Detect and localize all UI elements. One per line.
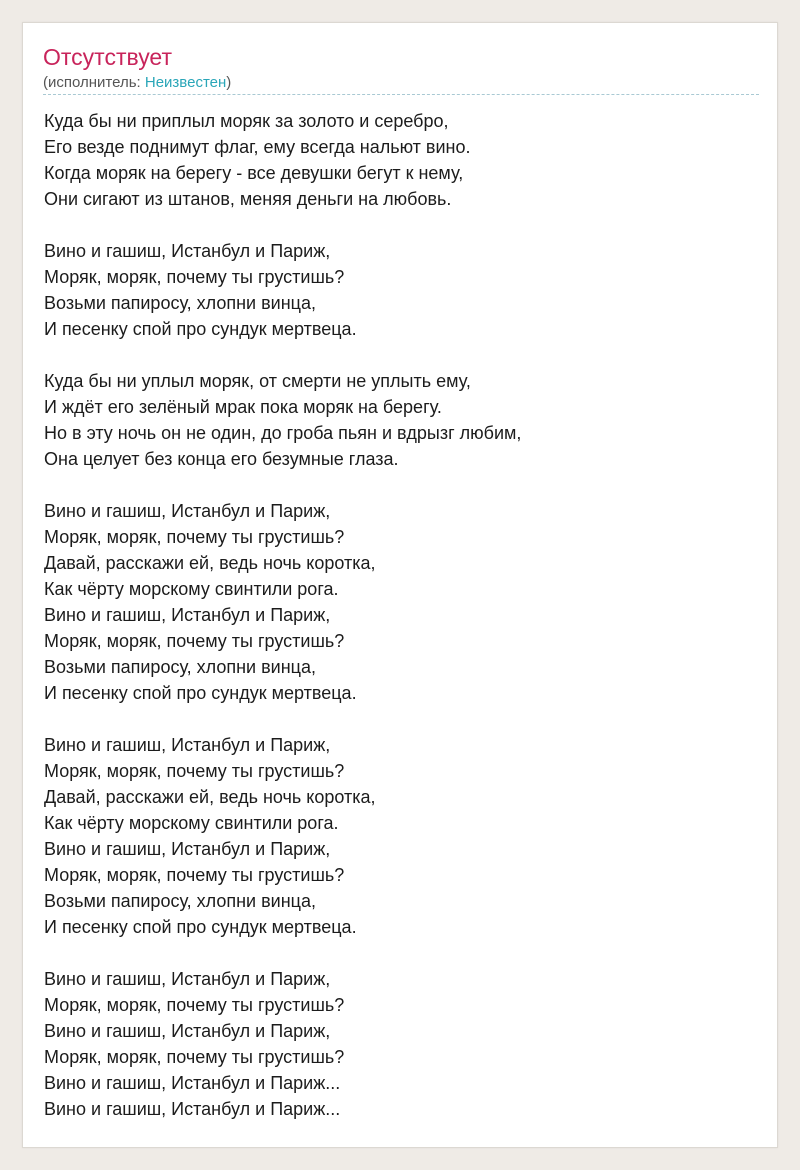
lyric-line: Давай, расскажи ей, ведь ночь коротка, <box>44 787 376 807</box>
lyric-line: Возьми папиросу, хлопни винца, <box>44 891 316 911</box>
lyric-line: Вино и гашиш, Истанбул и Париж, <box>44 605 331 625</box>
artist-line <box>43 73 759 93</box>
lyric-line: Вино и гашиш, Истанбул и Париж, <box>44 501 331 521</box>
lyric-line: Возьми папиросу, хлопни винца, <box>44 293 316 313</box>
lyric-line: Давай, расскажи ей, ведь ночь коротка, <box>44 553 376 573</box>
lyric-line: И песенку спой про сундук мертвеца. <box>44 319 357 339</box>
artist-link[interactable]: Неизвестен <box>144 74 227 91</box>
lyrics-card <box>22 22 778 1148</box>
artist-prefix: (исполнитель: <box>43 74 145 91</box>
lyric-line: Вино и гашиш, Истанбул и Париж, <box>44 969 331 989</box>
lyric-line: Вино и гашиш, Истанбул и Париж, <box>44 735 331 755</box>
stanza-break <box>44 940 760 966</box>
lyric-line: Моряк, моряк, почему ты грустишь? <box>44 1047 345 1067</box>
lyric-line: И песенку спой про сундук мертвеца. <box>44 683 357 703</box>
lyric-line: И ждёт его зелёный мрак пока моряк на берегу. <box>44 397 442 417</box>
lyric-line: Моряк, моряк, почему ты грустишь? <box>44 761 345 781</box>
lyric-line: Как чёрту морскому свинтили рога. <box>44 813 339 833</box>
lyric-line: Вино и гашиш, Истанбул и Париж, <box>44 1021 331 1041</box>
song-header <box>43 43 759 95</box>
artist-suffix: ) <box>226 74 232 91</box>
song-title: Отсутствует <box>43 44 172 70</box>
lyric-line: Вино и гашиш, Истанбул и Париж, <box>44 241 331 261</box>
lyric-line: Моряк, моряк, почему ты грустишь? <box>44 865 345 885</box>
lyric-line: Она целует без конца его безумные глаза. <box>44 449 399 469</box>
lyric-line: Его везде поднимут флаг, ему всегда нальют вино. <box>44 137 471 157</box>
lyric-line: Вино и гашиш, Истанбул и Париж... <box>44 1099 341 1119</box>
stanza-break <box>44 342 760 368</box>
lyric-line: Моряк, моряк, почему ты грустишь? <box>44 995 345 1015</box>
lyric-line: Когда моряк на берегу - все девушки бегут к нему, <box>44 163 464 183</box>
lyric-line: Моряк, моряк, почему ты грустишь? <box>44 267 345 287</box>
stanza-break <box>44 706 760 732</box>
header-divider <box>43 94 759 95</box>
lyric-line: Куда бы ни приплыл моряк за золото и серебро, <box>44 111 449 131</box>
lyric-line: Вино и гашиш, Истанбул и Париж, <box>44 839 331 859</box>
lyric-line: Как чёрту морскому свинтили рога. <box>44 579 339 599</box>
lyric-line: Моряк, моряк, почему ты грустишь? <box>44 527 345 547</box>
lyric-line: Вино и гашиш, Истанбул и Париж... <box>44 1073 341 1093</box>
lyric-line: И песенку спой про сундук мертвеца. <box>44 917 357 937</box>
lyrics-text <box>44 108 760 1122</box>
lyric-line: Возьми папиросу, хлопни винца, <box>44 657 316 677</box>
lyric-line: Моряк, моряк, почему ты грустишь? <box>44 631 345 651</box>
lyric-line: Куда бы ни уплыл моряк, от смерти не уплыть ему, <box>44 371 471 391</box>
lyric-line: Но в эту ночь он не один, до гроба пьян и вдрызг любим, <box>44 423 522 443</box>
lyric-line: Они сигают из штанов, меняя деньги на любовь. <box>44 189 452 209</box>
stanza-break <box>44 472 760 498</box>
stanza-break <box>44 212 760 238</box>
